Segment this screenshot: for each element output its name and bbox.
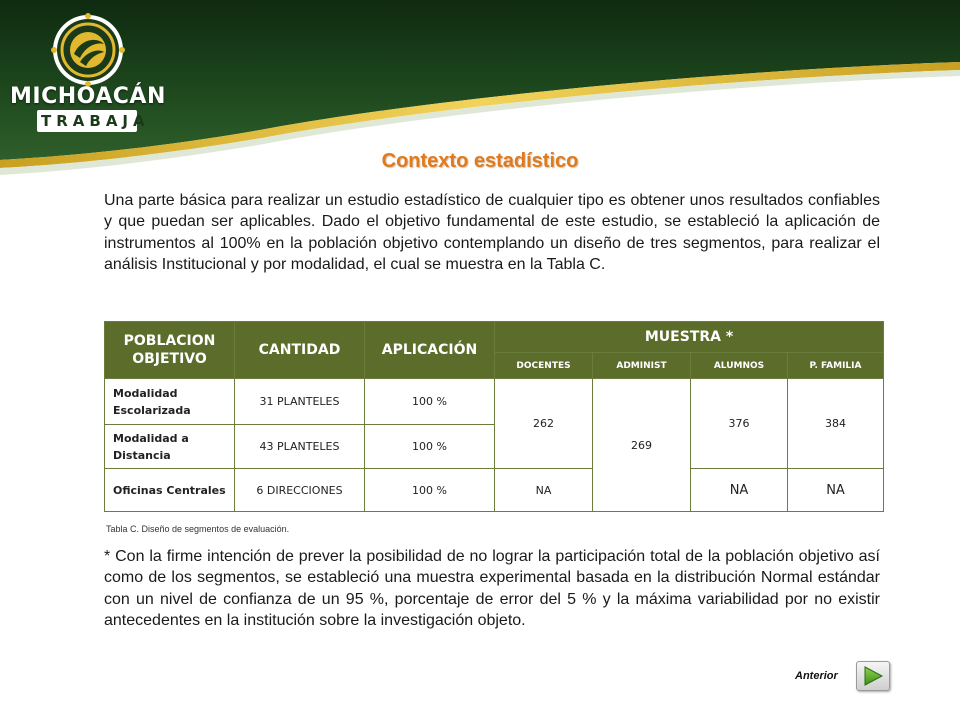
row-aplicacion: 100 % [365, 425, 495, 469]
footnote-paragraph: * Con la firme intención de prever la posibilidad de no lograr la participación total de la población objetivo así como de los segmentos, se estableció una muestra experimental basada en la distribución Normal estándar con un nivel de confianza de un 95 %, porcentaje de error del 5 % y la máxima variabilidad por no existir antecedentes en la institución sobre la investigación objeto. [104, 548, 880, 630]
play-arrow-icon [861, 665, 885, 687]
header-muestra: MUESTRA * [495, 322, 884, 353]
subheader-docentes: DOCENTES [495, 353, 593, 379]
intro-paragraph: Una parte básica para realizar un estudio estadístico de cualquier tipo es obtener unos resultados confiables y que puedan ser aplicables. Dado el objetivo fundamental de este estudio, se estableció la aplicación de instrumentos al 100% en la población objetivo contemplando un diseño de tres segmentos, para realizar el análisis Institucional y por modalidad, el cual se muestra en la Tabla C. [104, 192, 880, 274]
oficinas-docentes: NA [495, 469, 593, 512]
header-poblacion: POBLACION OBJETIVO [105, 322, 235, 379]
row-label: Modalidad a Distancia [105, 425, 235, 469]
page-title: Contexto estadístico [381, 150, 579, 172]
table-row [105, 379, 884, 425]
row-aplicacion: 100 % [365, 379, 495, 425]
emblem-icon [10, 8, 165, 88]
muestra-administ: 269 [593, 379, 691, 512]
muestra-pfamilia: 384 [788, 379, 884, 469]
michoacan-trabaja-logo [10, 8, 165, 138]
row-cantidad: 43 PLANTELES [235, 425, 365, 469]
row-aplicacion: 100 % [365, 469, 495, 512]
header-aplicacion: APLICACIÓN [365, 322, 495, 379]
row-cantidad: 6 DIRECCIONES [235, 469, 365, 512]
muestra-docentes: 262 [495, 379, 593, 469]
row-label: Modalidad Escolarizada [105, 379, 235, 425]
table-caption: Tabla C. Diseño de segmentos de evaluación. [106, 524, 290, 534]
header-cantidad: CANTIDAD [235, 322, 365, 379]
oficinas-alumnos: NA [691, 469, 788, 512]
subheader-pfamilia: P. FAMILIA [788, 353, 884, 379]
logo-brand-text: MICHOACÁN [10, 84, 166, 109]
previous-label[interactable]: Anterior [795, 670, 838, 682]
row-cantidad: 31 PLANTELES [235, 379, 365, 425]
row-label: Oficinas Centrales [105, 469, 235, 512]
table-row [105, 469, 884, 512]
muestra-alumnos: 376 [691, 379, 788, 469]
segments-table [104, 321, 884, 512]
oficinas-pfamilia: NA [788, 469, 884, 512]
logo-tagline: TRABAJA [37, 110, 137, 132]
nav-arrow-button[interactable] [856, 661, 890, 691]
subheader-alumnos: ALUMNOS [691, 353, 788, 379]
subheader-administ: ADMINIST [593, 353, 691, 379]
